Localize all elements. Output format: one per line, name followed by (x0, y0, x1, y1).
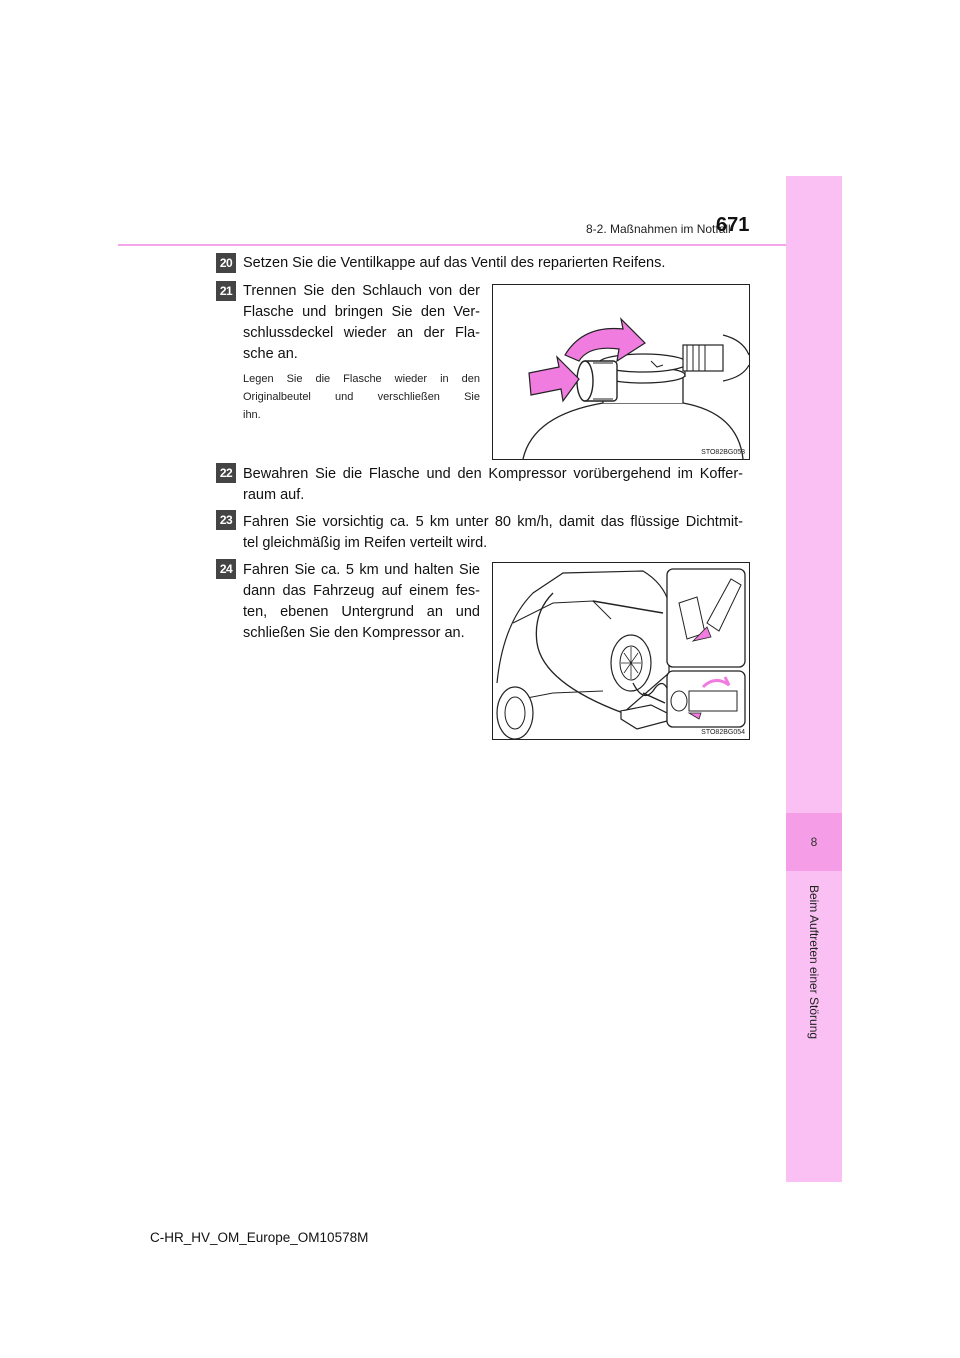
step-21-line: schlussdeckel wieder an der Fla- (243, 325, 480, 341)
header-rule (118, 244, 786, 246)
step-24-line: Fahren Sie ca. 5 km und halten Sie (243, 562, 480, 578)
step-21-note-line: ihn. (243, 409, 261, 421)
step-21-line: Flasche und bringen Sie den Ver- (243, 304, 480, 320)
step-21-note-line: Legen Sie die Flasche wieder in den (243, 373, 480, 385)
step-number-22: 22 (216, 463, 236, 483)
page-number: 671 (716, 214, 750, 236)
step-23-line: tel gleichmäßig im Reifen verteilt wird. (243, 535, 488, 551)
step-24-line: ten, ebenen Untergrund an und (243, 604, 480, 620)
step-text-23 (243, 512, 743, 554)
step-22-line: Bewahren Sie die Flasche und den Kompressor vorübergehend im Koffer- (243, 466, 743, 482)
figure-car-compressor (492, 562, 750, 740)
document-id: C-HR_HV_OM_Europe_OM10578M (150, 1230, 369, 1245)
step-21-note-line: Originalbeutel und verschließen Sie (243, 391, 480, 403)
step-text-22 (243, 464, 743, 506)
step-text-21 (243, 281, 480, 365)
figure-code-1: STO82BG053 (701, 449, 745, 456)
step-number-20: 20 (216, 253, 236, 273)
step-number-24: 24 (216, 559, 236, 579)
figure-bottle-cap (492, 284, 750, 460)
step-22-line: raum auf. (243, 487, 305, 503)
figure-code-2: STO82BG054 (701, 729, 745, 736)
step-number-21: 21 (216, 281, 236, 301)
section-title: 8-2. Maßnahmen im Notfall (586, 222, 731, 236)
step-24-line: schließen Sie den Kompressor an. (243, 625, 465, 641)
step-note-21 (243, 370, 480, 424)
step-23-line: Fahren Sie vorsichtig ca. 5 km unter 80 km/h, damit das flüssige Dichtmit- (243, 514, 743, 530)
step-number-23: 23 (216, 510, 236, 530)
step-text-24 (243, 560, 480, 644)
chapter-title: Beim Auftreten einer Störung (807, 884, 821, 1040)
step-text-20: Setzen Sie die Ventilkappe auf das Ventil des reparierten Reifens. (243, 255, 666, 271)
step-24-line: dann das Fahrzeug auf einem fes- (243, 583, 480, 599)
step-21-line: sche an. (243, 346, 298, 362)
chapter-number: 8 (810, 835, 818, 849)
bottle-cap-illustration (493, 285, 749, 459)
car-compressor-illustration (493, 563, 749, 739)
step-21-line: Trennen Sie den Schlauch von der (243, 283, 480, 299)
